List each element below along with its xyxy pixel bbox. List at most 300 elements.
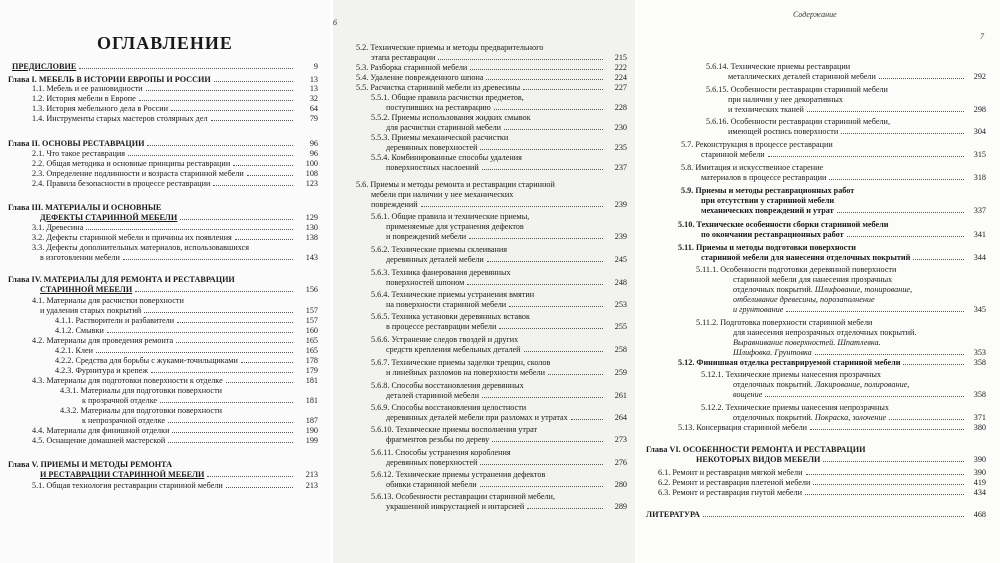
toc-entry (333, 458, 635, 467)
toc-page-number: 434 (973, 488, 986, 497)
toc-entry (0, 406, 330, 415)
toc-entry (333, 322, 635, 331)
toc-entry-title: 5.4. Удаление поврежденного шпона (356, 73, 484, 82)
toc-entry (0, 306, 330, 315)
toc-entry (0, 179, 330, 188)
dot-leader (147, 145, 293, 146)
toc-entry-title: имеющей роспись поверхности (728, 127, 839, 136)
toc-page-number: 245 (614, 255, 627, 264)
toc-entry (0, 346, 330, 355)
toc-page-number: 222 (614, 63, 627, 72)
toc-entry-title: 4.2.1. Клеи (55, 346, 94, 355)
toc-entry-subtitle: Шлифование, тонирование, (812, 285, 913, 294)
toc-entry-title: 5.8. Имитация и искусственное старение (681, 163, 824, 172)
toc-entry (333, 381, 635, 390)
dot-leader (509, 306, 603, 307)
toc-entry (0, 169, 330, 178)
toc-entry (333, 368, 635, 377)
dot-leader (492, 441, 603, 442)
toc-page-number: 353 (973, 348, 986, 357)
toc-page-number: 228 (614, 103, 627, 112)
toc-entry-title: 5.13. Консервация старинной мебели (678, 423, 808, 432)
toc-entry (0, 376, 330, 385)
dot-leader (847, 236, 964, 237)
toc-entry (638, 468, 1000, 477)
dot-leader (79, 68, 293, 69)
toc-entry (333, 335, 635, 344)
dot-leader (139, 100, 293, 101)
toc-entry-title: к непрозрачной отделке (82, 416, 166, 425)
toc-entry-title: 2.4. Правила безопасности в процессе реставрации (32, 179, 211, 188)
toc-entry-title: 6.1. Ремонт и реставрация мягкой мебели (658, 468, 803, 477)
toc-entry-title: Глава VI. ОСОБЕННОСТИ РЕМОНТА И РЕСТАВРАЦИИ (646, 445, 866, 454)
toc-entry-title: ПРЕДИСЛОВИЕ (12, 62, 77, 71)
toc-entry-subtitle: Покраска, золочение (812, 413, 887, 422)
toc-entry-title: 5.9. Приемы и методы реставрационных работ (681, 186, 855, 195)
toc-entry (0, 470, 330, 479)
toc-page-number: 255 (614, 322, 627, 331)
toc-entry (0, 285, 330, 294)
toc-page-number: 273 (614, 435, 627, 444)
toc-entry-subtitle: Шлифовка. Грунтовка (733, 348, 812, 357)
dot-leader (96, 352, 293, 353)
toc-page-number: 237 (614, 163, 627, 172)
toc-page-number: 318 (973, 173, 986, 182)
toc-entry (333, 43, 635, 52)
toc-entry (638, 186, 1000, 195)
toc-entry-title: 5.2. Технические приемы и методы предварительного (356, 43, 544, 52)
toc-page-number: 292 (973, 72, 986, 81)
toc-entry (0, 316, 330, 325)
toc-entry-title: 5.5.3. Приемы механической расчистки (371, 133, 509, 142)
toc-entry-title: 6.2. Ремонт и реставрация плетеной мебели (658, 478, 811, 487)
toc-entry-title: деталей старинной мебели (386, 391, 480, 400)
toc-entry-title: при отсутствии у старинной мебели (701, 196, 835, 205)
dot-leader (815, 354, 964, 355)
toc-entry (638, 370, 1000, 379)
toc-entry-title: применяемые для устранения дефектов (386, 222, 524, 231)
toc-entry-title (733, 338, 881, 347)
toc-entry-title: 5.3. Разборка старинной мебели (356, 63, 468, 72)
dot-leader (504, 129, 603, 130)
toc-page-number: 108 (305, 169, 318, 178)
toc-entry (0, 426, 330, 435)
toc-entry-title: старинной мебели (701, 150, 765, 159)
toc-entry (333, 83, 635, 92)
dot-leader (480, 486, 603, 487)
dot-leader (171, 110, 293, 111)
toc-page-number: 156 (305, 285, 318, 294)
toc-entry-title: к прозрачной отделке (82, 396, 157, 405)
dot-leader (214, 81, 293, 82)
toc-entry-title: деревянных поверхностей (386, 143, 478, 152)
toc-entry (0, 94, 330, 103)
toc-page-number: 345 (973, 305, 986, 314)
toc-entry-title: этапа реставрации (371, 53, 436, 62)
toc-page-number: 138 (305, 233, 318, 242)
toc-entry-title: 5.6.9. Способы восстановления целостности (371, 403, 527, 412)
toc-entry (333, 232, 635, 241)
dot-leader (768, 156, 964, 157)
toc-entry-title (733, 305, 783, 314)
toc-page-number: 213 (305, 470, 318, 479)
toc-entry-title: 5.11.1. Особенности подготовки деревянной поверхности (696, 265, 897, 274)
toc-entry (0, 223, 330, 232)
dot-leader (548, 374, 603, 375)
toc-page-number: 187 (305, 416, 318, 425)
toc-entry (638, 127, 1000, 136)
toc-entry-title: обивки старинной мебели (386, 480, 477, 489)
toc-entry-title: 5.6.15. Особенности реставрации старинной мебели (706, 85, 888, 94)
dot-leader (213, 185, 293, 186)
toc-page-number: 276 (614, 458, 627, 467)
toc-entry (638, 285, 1000, 294)
toc-entry (638, 305, 1000, 314)
toc-entry-title: 5.6.10. Технические приемы восполнения утрат (371, 425, 538, 434)
toc-entry-title: старинной мебели для нанесения отделочных покрытий (701, 253, 911, 262)
toc-entry-title: 3.1. Древесина (32, 223, 84, 232)
toc-entry (0, 159, 330, 168)
toc-entry-title: 3.3. Дефекты дополнительных материалов, использовавшихся (32, 243, 249, 252)
toc-entry (638, 403, 1000, 412)
toc-entry-title: ДЕФЕКТЫ СТАРИННОЙ МЕБЕЛИ (40, 213, 178, 222)
toc-entry (0, 296, 330, 305)
toc-entry (333, 268, 635, 277)
toc-entry (333, 222, 635, 231)
toc-page-number: 64 (309, 104, 318, 113)
toc-entry (0, 213, 330, 222)
toc-entry-title (733, 348, 812, 357)
dot-leader (86, 229, 293, 230)
toc-page-number: 468 (973, 510, 986, 519)
toc-entry (0, 396, 330, 405)
dot-leader (829, 179, 964, 180)
toc-entry-title: 5.1. Общая технология реставрации старинной мебели (32, 481, 223, 490)
toc-entry-title: 1.2. История мебели в Европе (32, 94, 136, 103)
toc-entry (638, 196, 1000, 205)
toc-entry (638, 318, 1000, 327)
toc-entry (0, 326, 330, 335)
toc-entry (638, 338, 1000, 347)
toc-entry-title: СТАРИННОЙ МЕБЕЛИ (40, 285, 133, 294)
dot-leader (235, 239, 293, 240)
toc-entry-title: отделочных покрытий. Шлифование, тонирование, (733, 285, 913, 294)
toc-entry-title: материалов в процессе реставрации (701, 173, 827, 182)
toc-entry (333, 278, 635, 287)
dot-leader (480, 464, 603, 465)
toc-entry-title: 5.6.11. Способы устранения коробления (371, 448, 511, 457)
toc-entry (638, 488, 1000, 497)
toc-entry-title: 5.6.8. Способы восстановления деревянных (371, 381, 524, 390)
dot-leader (470, 69, 603, 70)
dot-leader (765, 396, 964, 397)
toc-page-number: 96 (309, 149, 318, 158)
dot-leader (807, 111, 964, 112)
toc-entry-title: при наличии у нее декоративных (728, 95, 843, 104)
toc-entry-title: и повреждений мебели (386, 232, 467, 241)
toc-entry-title: 3.2. Дефекты старинной мебели и причины их появления (32, 233, 232, 242)
toc-entry-title: 5.5.2. Приемы использования жидких смывок (371, 113, 531, 122)
toc-entry (0, 75, 330, 84)
toc-entry-title: фрагментов резьбы по дереву (386, 435, 490, 444)
toc-entry-title: 4.3.2. Материалы для подготовки поверхности (60, 406, 223, 415)
toc-entry (638, 253, 1000, 262)
toc-entry (638, 413, 1000, 422)
toc-entry (638, 243, 1000, 252)
toc-page-number: 143 (305, 253, 318, 262)
toc-entry (638, 173, 1000, 182)
toc-entry (333, 180, 635, 189)
dot-leader (903, 364, 964, 365)
toc-entry-title: Глава II. ОСНОВЫ РЕСТАВРАЦИИ (8, 139, 145, 148)
dot-leader (241, 362, 293, 363)
toc-entry-subtitle: и грунтование (733, 305, 784, 314)
toc-entry-title: 1.1. Мебель и ее разновидности (32, 84, 143, 93)
toc-entry (333, 200, 635, 209)
toc-page-number: 253 (614, 300, 627, 309)
toc-entry-title: старинной мебели для нанесения прозрачных (733, 275, 893, 284)
toc-entry (638, 380, 1000, 389)
toc-entry (0, 436, 330, 445)
toc-entry-title: Глава V. ПРИЕМЫ И МЕТОДЫ РЕМОНТА (8, 460, 173, 469)
toc-entry-title: ЛИТЕРАТУРА (646, 510, 700, 519)
toc-page-number: 96 (309, 139, 318, 148)
dot-leader (806, 474, 964, 475)
dot-leader (527, 508, 603, 509)
dot-leader (135, 291, 293, 292)
dot-leader (467, 284, 603, 285)
toc-page-number: 181 (305, 396, 318, 405)
toc-page-number: 157 (305, 306, 318, 315)
toc-page-number: 304 (973, 127, 986, 136)
toc-entry-title: отделочных покрытий. Лакирование, полирование, (733, 380, 910, 389)
dot-leader (805, 494, 964, 495)
toc-entry (638, 150, 1000, 159)
toc-page-number: 239 (614, 232, 627, 241)
toc-entry (638, 220, 1000, 229)
toc-page-number: 358 (973, 390, 986, 399)
toc-page-number: 258 (614, 345, 627, 354)
dot-leader (810, 429, 964, 430)
toc-entry (0, 356, 330, 365)
toc-entry (638, 72, 1000, 81)
toc-entry-subtitle: отбеливание древесины, порозаполнение (733, 295, 875, 304)
toc-entry-title: 5.6.6. Устранение следов гвоздей и других (371, 335, 519, 344)
toc-entry-title: 1.4. Инструменты старых мастеров столярных дел (32, 114, 208, 123)
toc-entry (638, 265, 1000, 274)
toc-entry-title: деревянных деталей мебели (386, 255, 484, 264)
toc-entry (333, 358, 635, 367)
toc-entry (0, 114, 330, 123)
toc-page-number: 224 (614, 73, 627, 82)
toc-page-number: 341 (973, 230, 986, 239)
toc-title: ОГЛАВЛЕНИЕ (97, 33, 233, 53)
toc-entry (638, 105, 1000, 114)
toc-entry (638, 478, 1000, 487)
dot-leader (823, 461, 964, 462)
toc-page-number: 390 (973, 468, 986, 477)
dot-leader (146, 90, 293, 91)
toc-entry-title: 5.6.7. Технические приемы заделки трещин, сколов (371, 358, 551, 367)
running-header: Содержание (793, 10, 837, 19)
toc-page-number: 298 (973, 105, 986, 114)
dot-leader (482, 397, 603, 398)
toc-page-number: 130 (305, 223, 318, 232)
toc-entry (333, 93, 635, 102)
toc-entry-title: 4.3.1. Материалы для подготовки поверхности (60, 386, 223, 395)
toc-entry (0, 233, 330, 242)
toc-entry-title: 5.5.4. Комбинированные способы удаления (371, 153, 522, 162)
toc-entry-subtitle: Выравнивание поверхностей. Шпатлевка. (733, 338, 881, 347)
toc-entry (333, 113, 635, 122)
toc-page-number: 380 (973, 423, 986, 432)
toc-entry-title: 5.6.3. Техника фанерования деревянных (371, 268, 511, 277)
toc-entry-title: поступивших на реставрацию (386, 103, 491, 112)
toc-entry-title: 2.1. Что такое реставрация (32, 149, 126, 158)
toc-entry-title: деревянных деталей мебели при разломах и утратах (386, 413, 568, 422)
toc-entry-title (733, 295, 875, 304)
toc-entry (333, 212, 635, 221)
toc-entry-title: 4.4. Материалы для финишной отделки (32, 426, 170, 435)
toc-entry (638, 455, 1000, 464)
toc-entry (333, 245, 635, 254)
toc-entry (333, 53, 635, 62)
toc-page-number: 239 (614, 200, 627, 209)
toc-page-number: 248 (614, 278, 627, 287)
dot-leader (486, 79, 603, 80)
toc-entry (0, 336, 330, 345)
toc-entry-title: 5.6.16. Особенности реставрации старинной мебели, (706, 117, 890, 126)
toc-entry-title: механических повреждений и утрат (701, 206, 834, 215)
toc-page-number: 289 (614, 502, 627, 511)
toc-page-number: 190 (305, 426, 318, 435)
toc-entry (333, 425, 635, 434)
toc-entry (333, 502, 635, 511)
toc-entry (333, 413, 635, 422)
toc-page-number: 165 (305, 346, 318, 355)
toc-entry (638, 62, 1000, 71)
toc-entry (638, 206, 1000, 215)
toc-entry-title: и технических тканей (728, 105, 804, 114)
dot-leader (151, 372, 293, 373)
toc-page-number: 9 (313, 62, 318, 71)
toc-entry (333, 163, 635, 172)
toc-entry-title: по окончании реставрационных работ (701, 230, 844, 239)
toc-page-number: 215 (614, 53, 627, 62)
toc-page-number: 315 (973, 150, 986, 159)
toc-entry (638, 163, 1000, 172)
toc-page-left (0, 0, 330, 563)
toc-entry (638, 423, 1000, 432)
toc-entry (638, 95, 1000, 104)
toc-entry-title: 5.5. Расчистка старинной мебели из древесины (356, 83, 521, 92)
toc-entry (638, 85, 1000, 94)
toc-entry-title: НЕКОТОРЫХ ВИДОВ МЕБЕЛИ (696, 455, 821, 464)
dot-leader (523, 89, 603, 90)
dot-leader (469, 238, 603, 239)
toc-entry-title: 4.2. Материалы для проведения ремонта (32, 336, 174, 345)
toc-entry-title: поверхностей шпоном (386, 278, 465, 287)
toc-entry (333, 391, 635, 400)
toc-entry-title: 4.3. Материалы для подготовки поверхности к отделке (32, 376, 223, 385)
toc-page-number: 264 (614, 413, 627, 422)
toc-entry (638, 328, 1000, 337)
dot-leader (482, 169, 603, 170)
toc-page-number: 13 (309, 75, 318, 84)
toc-entry (333, 435, 635, 444)
dot-leader (177, 322, 293, 323)
page-number: 7 (980, 32, 984, 41)
toc-entry (333, 255, 635, 264)
toc-entry (0, 253, 330, 262)
toc-page-middle (333, 0, 635, 563)
toc-entry (638, 445, 1000, 454)
dot-leader (160, 402, 293, 403)
toc-page-number: 123 (305, 179, 318, 188)
toc-entry (333, 345, 635, 354)
toc-entry-title: Глава III. МАТЕРИАЛЫ И ОСНОВНЫЕ (8, 203, 162, 212)
toc-entry (0, 481, 330, 490)
toc-entry-title: 5.6.4. Технические приемы устранения вмятин (371, 290, 535, 299)
toc-entry-title: средств крепления мебельных деталей (386, 345, 521, 354)
dot-leader (524, 351, 603, 352)
toc-page-number: 79 (309, 114, 318, 123)
toc-page-number: 165 (305, 336, 318, 345)
toc-entry (333, 63, 635, 72)
toc-entry (638, 295, 1000, 304)
toc-entry (0, 386, 330, 395)
toc-page-number: 261 (614, 391, 627, 400)
toc-entry (0, 416, 330, 425)
toc-page-number: 419 (973, 478, 986, 487)
dot-leader (837, 212, 964, 213)
page-number: 6 (333, 18, 337, 27)
toc-entry-title: украшенной инкрустацией и интарсией (386, 502, 525, 511)
toc-page-number: 199 (305, 436, 318, 445)
toc-entry (0, 203, 330, 212)
toc-entry (638, 230, 1000, 239)
toc-page-number: 213 (305, 481, 318, 490)
dot-leader (889, 419, 964, 420)
toc-entry (333, 403, 635, 412)
dot-leader (480, 149, 603, 150)
dot-leader (168, 422, 293, 423)
toc-entry-title: 4.1.2. Смывки (55, 326, 104, 335)
toc-page-right (638, 0, 1000, 563)
toc-entry-title: 5.6. Приемы и методы ремонта и реставрации старинной (356, 180, 555, 189)
toc-entry-title: 5.10. Технические особенности сборки старинной мебели (678, 220, 889, 229)
toc-entry-title: 5.11.2. Подготовка поверхности старинной мебели (696, 318, 873, 327)
toc-page-number: 344 (973, 253, 986, 262)
toc-entry-title: и удаления старых покрытий (40, 306, 142, 315)
toc-entry-subtitle: вощение (733, 390, 763, 399)
toc-page-number: 100 (305, 159, 318, 168)
toc-entry-title: 5.6.1. Общие правила и технические приемы, (371, 212, 530, 221)
dot-leader (499, 328, 603, 329)
dot-leader (176, 342, 293, 343)
toc-entry-title: 5.11. Приемы и методы подготовки поверхности (678, 243, 857, 252)
toc-entry-title: 2.3. Определение подлинности и возраста старинной мебели (32, 169, 244, 178)
dot-leader (571, 419, 603, 420)
toc-entry (333, 448, 635, 457)
dot-leader (211, 120, 293, 121)
toc-entry-title (733, 390, 762, 399)
toc-entry (333, 312, 635, 321)
dot-leader (703, 516, 964, 517)
toc-entry-title: Глава IV. МАТЕРИАЛЫ ДЛЯ РЕМОНТА И РЕСТАВРАЦИИ (8, 275, 235, 284)
dot-leader (494, 109, 603, 110)
toc-page-number: 259 (614, 368, 627, 377)
